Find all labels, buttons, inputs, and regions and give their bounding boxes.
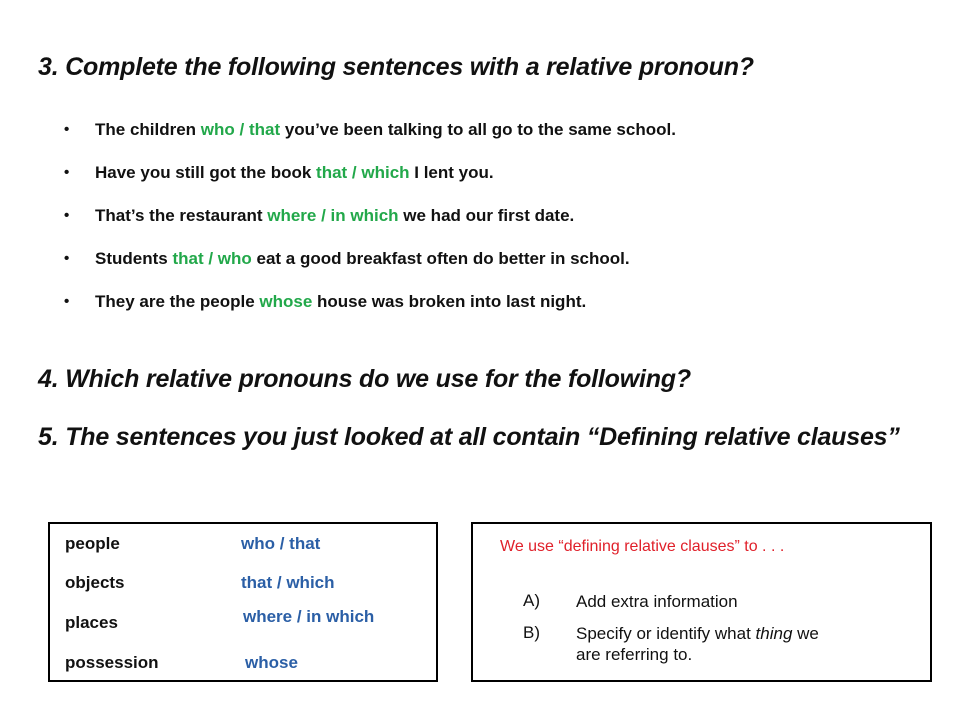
sentence-text: They are the people: [95, 292, 260, 311]
table-row-label: places: [65, 613, 118, 632]
option-text: Add extra information: [576, 592, 738, 611]
bullet-icon: •: [64, 121, 70, 138]
pronoun-table-box: [48, 522, 438, 682]
sentence-answer: where / in which: [267, 206, 399, 225]
sentence-text: The children: [95, 120, 201, 139]
bullet-icon: •: [64, 207, 70, 224]
usage-intro: We use “defining relative clauses” to . . .: [500, 538, 785, 555]
question-3-title: 3. Complete the following sentences with a relative pronoun?: [38, 53, 754, 81]
option-text: Specify or identify what thing we are referring to.: [576, 624, 819, 664]
sentence-answer: whose: [259, 292, 313, 311]
option-letter: A): [523, 591, 540, 610]
sentence-text: you’ve been talking to all go to the same school.: [280, 120, 676, 139]
table-row-label: people: [65, 534, 120, 553]
sentence-text: Have you still got the book: [95, 163, 317, 182]
bullet-icon: •: [64, 250, 70, 267]
sentence-item: [64, 205, 676, 248]
sentence-text: Students: [95, 249, 173, 268]
bullet-icon: •: [64, 293, 70, 310]
sentence-answer: that / who: [172, 249, 252, 268]
sentence-list: [64, 119, 676, 334]
table-row-value: that / which: [241, 573, 335, 592]
usage-box: [471, 522, 932, 682]
table-row-value: where / in which: [243, 607, 375, 626]
sentence-item: [64, 119, 676, 162]
sentence-item: [64, 291, 676, 334]
sentence-answer: who / that: [200, 120, 281, 139]
question-4-title: 4. Which relative pronouns do we use for the following?: [38, 365, 691, 393]
sentence-text: we had our first date.: [398, 206, 575, 225]
table-row-value: whose: [245, 653, 298, 672]
table-row-label: possession: [65, 653, 159, 672]
table-row-label: objects: [65, 573, 125, 592]
table-row-value: who / that: [241, 534, 321, 553]
sentence-text: house was broken into last night.: [312, 292, 587, 311]
sentence-text: That’s the restaurant: [95, 206, 268, 225]
bullet-icon: •: [64, 164, 70, 181]
sentence-item: [64, 248, 676, 291]
sentence-text: eat a good breakfast often do better in school.: [251, 249, 630, 268]
question-5-title: 5. The sentences you just looked at all contain “Defining relative clauses”: [38, 423, 900, 451]
sentence-answer: that / which: [316, 163, 410, 182]
option-letter: B): [523, 623, 540, 642]
sentence-item: [64, 162, 676, 205]
sentence-text: I lent you.: [409, 163, 494, 182]
